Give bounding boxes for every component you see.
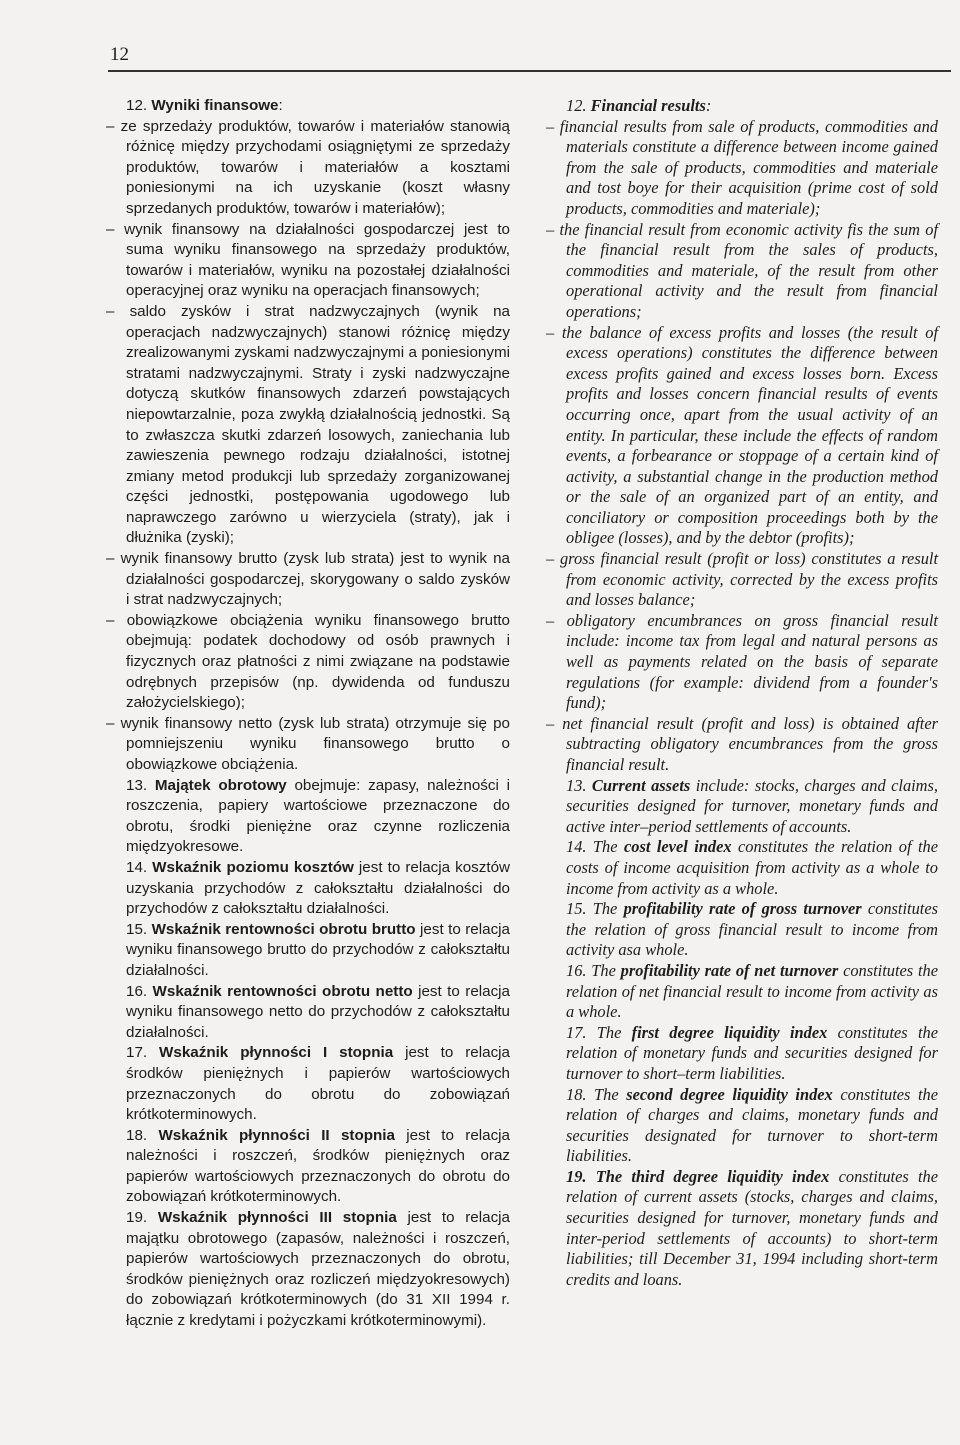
term: 19. The third degree liquidity index [566,1166,830,1186]
list-item: – gross financial result (profit or loss) constitutes a result from economic activity, corrected by the excess profits and losses balance; [546,549,938,610]
section-number: 17. The [566,1022,632,1042]
term: Wskaźnik płynności I stopnia [159,1044,394,1062]
list-item: – ze sprzedaży produktów, towarów i materiałów stanowią różnicę między przychodami osiągniętymi ze sprzedaży produktów, towarów i materiałów a kosztami poniesionymi na ich uzyskanie (koszt własny sprzedanych produktów, towarów i materiałów); [106,117,510,217]
definition: jest to relacja wyniku finansowego netto do przychodów z całokształtu działalności. [126,982,511,1041]
definition-paragraph [546,1023,938,1085]
definition-paragraph [106,982,510,1044]
section-number: 13. [566,775,592,795]
list-item: – the balance of excess profits and losses (the result of excess operations) constitutes the difference between excess profits gained and excess losses born. Excess profits and losses concern financial results of events occurring once, apart from the usual activity of an entity. In particular, these include the effects of random events, a forbearance or stoppage of a certain kind of activity, a substantial change in the production method or the sale of an organized part of an entity, and conciliatory or composition proceedings both by the obligee (losses), and by the debtor (profits); [546,322,938,548]
definition-paragraph [106,1208,510,1332]
term: Current assets [591,775,691,795]
section-number: 16. The [566,960,621,980]
term: Wskaźnik rentowności obrotu netto [152,982,413,1000]
section-number: 17. [126,1044,160,1062]
term: Wskaźnik płynności II stopnia [158,1126,395,1144]
header-rule [108,70,951,72]
list-item: – net financial result (profit and loss) is obtained after subtracting obligatory encumbrances from the gross financial result. [546,713,938,774]
section-12-heading [546,96,938,117]
list-item: – saldo zysków i strat nadzwyczajnych (wynik na operacjach nadzwyczajnych) stanowi różnicę między zrealizowanymi zyskami nadzwyczajnymi a poniesionymi stratami nadzwyczajnymi. Straty i zyski nadzwyczajne dotyczą skutków finansowych zdarzeń powstających niepowtarzalnie, poza zwykłą działalnością jednostki. Są to zwłaszcza skutki zdarzeń losowych, zaniechania lub zawieszenia pewnego rodzaju działalności, istotnej zmiany metod produkcji lub sprzedaży zorganizowanej części jednostki, postępowania ugodowego lub naprawczego zarówno u wierzyciela (straty), jak i dłużnika (zyski); [106,302,510,547]
term: Wskaźnik poziomu kosztów [152,858,354,876]
term: Financial results [590,96,706,115]
definition: constitutes the relation of the costs of income acquisition from activity as a whole to income from activity as a whole. [566,837,939,898]
definition: jest to relacja środków pieniężnych i papierów wartościowych przeznaczonych do obrotu do zobowiązań krótkoterminowych. [126,1044,510,1124]
definition: constitutes the relation of monetary funds and securities designed for turnover to short–term liabilities. [566,1022,938,1083]
definition: constitutes the relation of gross financial result to income from activity asa whole. [566,899,938,960]
section-number: 18. The [566,1084,627,1104]
section-12-heading [106,96,510,117]
list-item: – obligatory encumbrances on gross financial result include: income tax from legal and natural persons as well as payments related on the basis of separate regulations (for example: dividend from a founder's fund); [546,610,938,713]
definition: : [705,96,712,115]
list-item: – obowiązkowe obciążenia wyniku finansowego brutto obejmują: podatek dochodowy od osób prawnych i fizycznych oraz płatności z nimi związane na podstawie odrębnych przepisów (np. dywidenda od funduszu założycielskiego); [106,611,510,712]
definition: constitutes the relation of current assets (stocks, charges and claims, securities designed for turnover, monetary funds and inter-period settlements of accounts) to short-term liabilities; till December 31, 1994 including short-term credits and loans. [566,1166,939,1289]
page-number: 12 [110,44,129,65]
definition: jest to relacja należności i roszczeń, środków pieniężnych oraz papierów wartościowych przeznaczonych do obrotu do zobowiązań krótkoterminowych. [126,1126,511,1206]
section-number: 15. [126,920,152,938]
term: Majątek obrotowy [154,776,287,794]
term: Wyniki finansowe [151,97,279,114]
list-item: – the financial result from economic activity fis the sum of the financial result from the sales of products, commodities and materiale, of the result from other operational activity and the result from financial operations; [546,219,938,321]
definition: include: stocks, charges and claims, securities designed for turnover, monetary funds and active inter–period settlements of accounts. [566,775,939,836]
definition-paragraph [106,776,510,858]
definition-paragraph [546,961,938,1023]
term: profitability rate of net turnover [620,960,839,980]
section-number: 12. [566,96,591,115]
definition: jest to relacja wyniku finansowego brutto do przychodów z całokształtu działalności. [126,920,510,979]
section-number: 16. [126,982,153,1000]
section-number: 12. [126,97,152,114]
term: cost level index [623,837,732,857]
definition-paragraph [546,1167,938,1291]
definition: : [278,97,283,114]
definition: constitutes the relation of net financial result to income from activity as a whole. [566,960,938,1022]
definition: jest to relacja majątku obrotowego (zapasów, należności i roszczeń, papierów wartościowych przeznaczonych do obrotu, środków pieniężnych oraz rozliczeń międzyokresowych) do zobowiązań krótkoterminowych (do 31 XII 1994 r. łącznie z kredytami i pożyczkami krótkoterminowymi). [126,1209,510,1330]
definition-paragraph [546,837,938,899]
section-number: 15. The [566,899,624,919]
section-number: 14. The [566,837,624,857]
term: Wskaźnik płynności III stopnia [157,1209,397,1227]
polish-column [106,96,510,1332]
section-number: 13. [126,776,155,794]
section-number: 14. [126,858,153,876]
definition-paragraph [106,920,510,982]
term: Wskaźnik rentowności obrotu brutto [151,920,416,938]
section-number: 18. [126,1126,159,1144]
list-item: – wynik finansowy netto (zysk lub strata) otrzymuje się po pomniejszeniu wyniku finansowego brutto o obowiązkowe obciążenia. [106,714,510,773]
definition-paragraph [106,1043,510,1125]
list-item: – wynik finansowy na działalności gospodarczej jest to suma wyniku finansowego na sprzedaży produktów, towarów i materiałów, wyniku na pozostałej działalności operacyjnej oraz wyniku na operacjach finansowych; [106,220,510,300]
definition: jest to relacja kosztów uzyskania przychodów z całokształtu działalności do przychodów z całokształtu działalności. [126,858,510,918]
list-item: – financial results from sale of products, commodities and materials constitute a difference between income gained from the sale of products, commodities and materiale and tost boye for their acquisition (prime cost of sold products, commodities and materiale); [546,116,938,218]
definition-paragraph [106,1126,510,1208]
definition-paragraph [546,776,938,838]
definition-paragraph [546,899,938,961]
definition-paragraph [106,858,510,920]
term: first degree liquidity index [631,1022,828,1042]
section-number: 19. [126,1209,158,1227]
list-item: – wynik finansowy brutto (zysk lub strata) jest to wynik na działalności gospodarczej, skorygowany o saldo zysków i strat nadzwyczajnych; [106,550,510,609]
term: second degree liquidity index [626,1084,833,1104]
definition-paragraph [546,1085,938,1167]
definition: obejmuje: zapasy, należności i roszczenia, papiery wartościowe przeznaczone do obrotu, środki pieniężne oraz czynne rozliczenia międzyokresowe. [126,776,510,856]
definition: constitutes the relation of charges and claims, monetary funds and securities designated for turnover to short-term liabilities. [566,1084,938,1166]
english-column [546,96,938,1290]
term: profitability rate of gross turnover [623,899,862,919]
